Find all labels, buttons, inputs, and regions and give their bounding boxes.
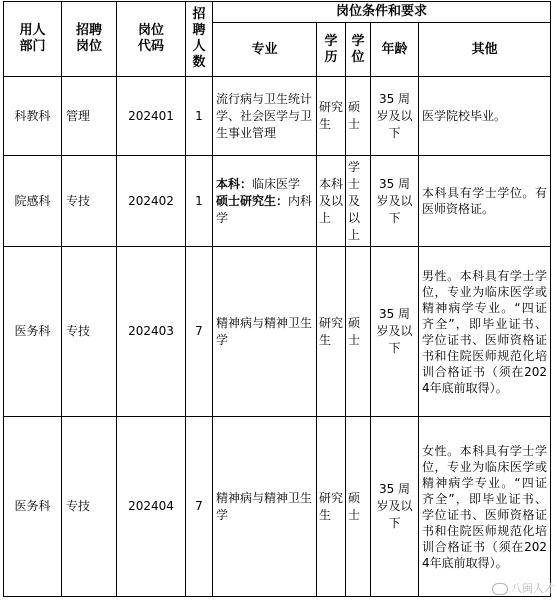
edu-cell: 研究生 (317, 247, 346, 417)
header-count: 招 聘 人 数 (186, 2, 213, 77)
post-cell: 管理 (62, 77, 117, 156)
count-cell: 1 (186, 77, 213, 156)
table-row (4, 156, 551, 247)
major-label-master: 硕士研究生： (216, 193, 289, 208)
code-cell: 202404 (117, 417, 186, 597)
header-major: 专业 (213, 23, 317, 77)
dept-cell: 医务科 (4, 417, 62, 597)
header-post: 招聘 岗位 (62, 2, 117, 77)
header-degree: 学 位 (346, 23, 371, 77)
dept-cell: 院感科 (4, 156, 62, 247)
edu-cell: 研究生 (317, 417, 346, 597)
count-cell: 7 (186, 247, 213, 417)
watermark (492, 580, 555, 596)
age-cell: 35 周岁及以下 (371, 77, 419, 156)
header-edu: 学 历 (317, 23, 346, 77)
degree-cell: 硕士 (346, 77, 371, 156)
table-row (4, 417, 551, 597)
header-age: 年龄 (371, 23, 419, 77)
table-row (4, 77, 551, 156)
code-cell: 202401 (117, 77, 186, 156)
degree-cell: 硕士 (346, 417, 371, 597)
wechat-icon (492, 583, 508, 595)
other-cell: 本科具有学士学位。有医师资格证。 (419, 156, 551, 247)
edu-cell: 研究生 (317, 77, 346, 156)
degree-cell: 学士及以上 (346, 156, 371, 247)
edu-cell: 本科及以上 (317, 156, 346, 247)
age-cell: 35 周岁及以下 (371, 156, 419, 247)
age-cell: 35 周岁及以下 (371, 417, 419, 597)
header-conditions: 岗位条件和要求 (213, 2, 551, 23)
code-cell: 202402 (117, 156, 186, 247)
major-text-master: 内科学 (216, 193, 313, 225)
age-cell: 35 周岁及以下 (371, 247, 419, 417)
post-cell: 专技 (62, 247, 117, 417)
header-code: 岗位 代码 (117, 2, 186, 77)
header-other: 其他 (419, 23, 551, 77)
major-cell: 流行病与卫生统计学、社会医学与卫生事业管理 (213, 77, 317, 156)
major-cell: 精神病与精神卫生学 (213, 417, 317, 597)
dept-cell: 医务科 (4, 247, 62, 417)
table-row (4, 247, 551, 417)
count-cell: 7 (186, 417, 213, 597)
watermark-text: 八闽人才 (511, 582, 555, 595)
major-label-undergrad: 本科： (216, 176, 253, 191)
recruitment-table (3, 1, 551, 597)
post-cell: 专技 (62, 156, 117, 247)
header-row-1 (4, 2, 551, 23)
major-cell (213, 156, 317, 247)
major-text-undergrad: 临床医学 (252, 176, 301, 191)
code-cell: 202403 (117, 247, 186, 417)
dept-cell: 科教科 (4, 77, 62, 156)
major-cell: 精神病与精神卫生学 (213, 247, 317, 417)
other-cell: 医学院校毕业。 (419, 77, 551, 156)
post-cell: 专技 (62, 417, 117, 597)
degree-cell: 硕士 (346, 247, 371, 417)
other-cell: 女性。本科具有学士学位，专业为临床医学或精神病学专业。“四证齐全”，即毕业证书、学位证书、医师资格证书和住院医师规范化培训合格证书（须在2024年底前取得）。 (419, 417, 551, 597)
other-cell: 男性。本科具有学士学位，专业为临床医学或精神病学专业。“四证齐全”，即毕业证书、学位证书、医师资格证书和住院医师规范化培训合格证书（须在2024年底前取得）。 (419, 247, 551, 417)
count-cell: 1 (186, 156, 213, 247)
header-dept: 用人 部门 (4, 2, 62, 77)
